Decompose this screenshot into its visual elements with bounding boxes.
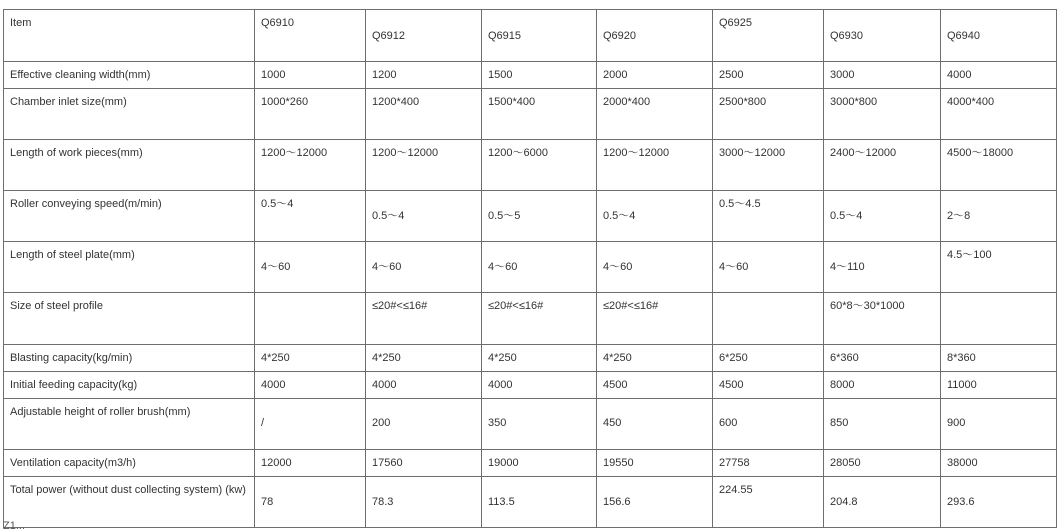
row-value: 156.6 — [597, 477, 713, 528]
row-value: 4*250 — [597, 345, 713, 372]
row-value: 4500 — [597, 372, 713, 399]
row-value: 0.5～4 — [824, 191, 941, 242]
row-value: 4～60 — [597, 242, 713, 293]
row-value: 78.3 — [366, 477, 482, 528]
row-value: 27758 — [713, 450, 824, 477]
row-value: 17560 — [366, 450, 482, 477]
row-value: 8000 — [824, 372, 941, 399]
row-value: 11000 — [941, 372, 1057, 399]
row-label: Roller conveying speed(m/min) — [4, 191, 255, 242]
row-value: 8*360 — [941, 345, 1057, 372]
row-label: Adjustable height of roller brush(mm) — [4, 399, 255, 450]
header-cell-model: Q6940 — [941, 10, 1057, 62]
table-row — [4, 450, 1057, 477]
row-value: 60*8～30*1000 — [824, 293, 941, 345]
row-value: 1000*260 — [255, 89, 366, 140]
row-value: ≤20#<≤16# — [597, 293, 713, 345]
row-value: 0.5～5 — [482, 191, 597, 242]
row-value: 4.5～100 — [941, 242, 1057, 293]
row-value: 1200～12000 — [597, 140, 713, 191]
row-value: 2000*400 — [597, 89, 713, 140]
row-label: Size of steel profile — [4, 293, 255, 345]
row-label: Length of work pieces(mm) — [4, 140, 255, 191]
row-value: 38000 — [941, 450, 1057, 477]
row-value: 28050 — [824, 450, 941, 477]
row-value: 2500 — [713, 62, 824, 89]
row-label: Effective cleaning width(mm) — [4, 62, 255, 89]
header-cell-model: Q6930 — [824, 10, 941, 62]
row-value: 3000*800 — [824, 89, 941, 140]
row-value: 850 — [824, 399, 941, 450]
footer-mark: Z1... — [3, 520, 26, 532]
row-value: 19000 — [482, 450, 597, 477]
row-value: 19550 — [597, 450, 713, 477]
row-value: 3000～12000 — [713, 140, 824, 191]
row-value: 4000 — [366, 372, 482, 399]
row-value: 350 — [482, 399, 597, 450]
row-value: 1200 — [366, 62, 482, 89]
row-value: 4～60 — [255, 242, 366, 293]
row-value: 1000 — [255, 62, 366, 89]
row-value: ≤20#<≤16# — [366, 293, 482, 345]
row-label: Blasting capacity(kg/min) — [4, 345, 255, 372]
row-value: 1200～12000 — [255, 140, 366, 191]
row-value: 4500～18000 — [941, 140, 1057, 191]
row-value: 1500*400 — [482, 89, 597, 140]
table-row — [4, 242, 1057, 293]
row-value — [941, 293, 1057, 345]
row-value: 900 — [941, 399, 1057, 450]
table-row — [4, 477, 1057, 528]
row-value: 1200～6000 — [482, 140, 597, 191]
row-value: 78 — [255, 477, 366, 528]
row-value: 0.5～4 — [255, 191, 366, 242]
row-value: 1500 — [482, 62, 597, 89]
row-value: 4*250 — [482, 345, 597, 372]
table-row — [4, 399, 1057, 450]
row-label: Initial feeding capacity(kg) — [4, 372, 255, 399]
row-value: ≤20#<≤16# — [482, 293, 597, 345]
header-cell-model: Q6915 — [482, 10, 597, 62]
row-value: 0.5～4 — [597, 191, 713, 242]
header-cell-model: Q6920 — [597, 10, 713, 62]
table-row — [4, 62, 1057, 89]
row-label: Chamber inlet size(mm) — [4, 89, 255, 140]
row-value: 2400～12000 — [824, 140, 941, 191]
header-cell-model: Q6912 — [366, 10, 482, 62]
row-label: Length of steel plate(mm) — [4, 242, 255, 293]
header-cell-model: Q6925 — [713, 10, 824, 62]
table-header-row — [4, 10, 1057, 62]
row-value: 113.5 — [482, 477, 597, 528]
row-value: 6*250 — [713, 345, 824, 372]
row-value: 12000 — [255, 450, 366, 477]
row-value: 4000*400 — [941, 89, 1057, 140]
row-value: 4～60 — [482, 242, 597, 293]
row-value: 1200*400 — [366, 89, 482, 140]
header-cell-item: Item — [4, 10, 255, 62]
row-value: 204.8 — [824, 477, 941, 528]
row-value: 3000 — [824, 62, 941, 89]
header-cell-model: Q6910 — [255, 10, 366, 62]
row-value: 600 — [713, 399, 824, 450]
spec-table — [3, 9, 1057, 528]
row-value: 4000 — [482, 372, 597, 399]
row-value: 4～60 — [366, 242, 482, 293]
row-value: 4～60 — [713, 242, 824, 293]
table-row — [4, 191, 1057, 242]
row-value: 6*360 — [824, 345, 941, 372]
table-row — [4, 345, 1057, 372]
row-value: 0.5～4 — [366, 191, 482, 242]
row-value: 4～110 — [824, 242, 941, 293]
row-value: 224.55 — [713, 477, 824, 528]
row-value: 2000 — [597, 62, 713, 89]
row-label: Total power (without dust collecting system) (kw) — [4, 477, 255, 528]
row-value — [713, 293, 824, 345]
row-value: 2～8 — [941, 191, 1057, 242]
row-value — [255, 293, 366, 345]
row-value: 4*250 — [366, 345, 482, 372]
row-value: 0.5～4.5 — [713, 191, 824, 242]
row-value: 4000 — [255, 372, 366, 399]
row-value: 200 — [366, 399, 482, 450]
table-row — [4, 140, 1057, 191]
row-value: 4500 — [713, 372, 824, 399]
row-value: / — [255, 399, 366, 450]
row-value: 293.6 — [941, 477, 1057, 528]
table-row — [4, 372, 1057, 399]
row-value: 4*250 — [255, 345, 366, 372]
row-value: 1200～12000 — [366, 140, 482, 191]
row-label: Ventilation capacity(m3/h) — [4, 450, 255, 477]
table-row — [4, 293, 1057, 345]
table-row — [4, 89, 1057, 140]
row-value: 2500*800 — [713, 89, 824, 140]
row-value: 450 — [597, 399, 713, 450]
row-value: 4000 — [941, 62, 1057, 89]
